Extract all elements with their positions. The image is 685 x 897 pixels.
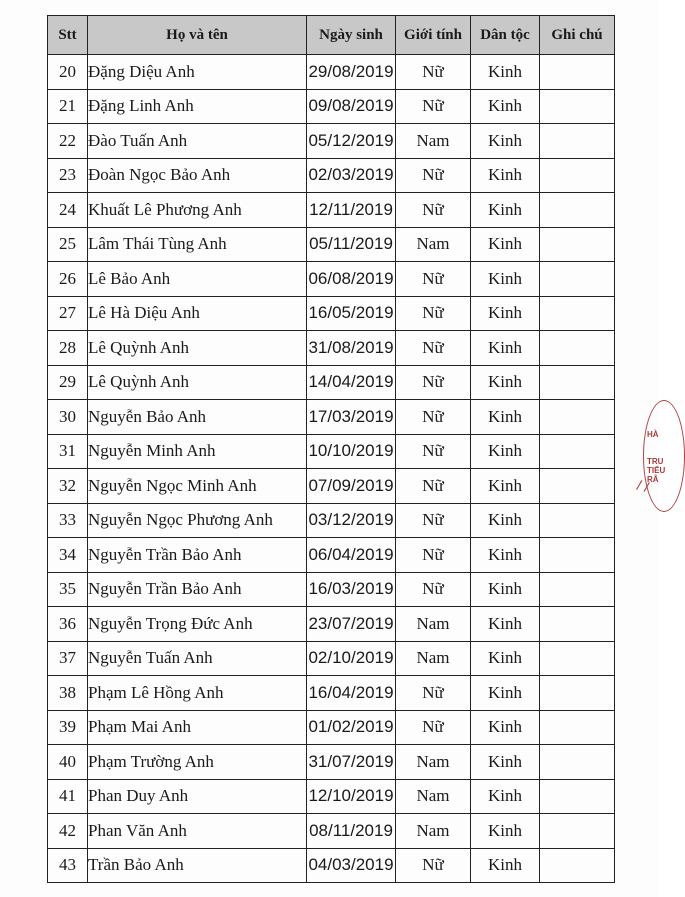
cell-note bbox=[540, 848, 615, 883]
cell-name: Phan Văn Anh bbox=[88, 814, 307, 849]
cell-gender: Nữ bbox=[396, 676, 471, 711]
cell-gender: Nữ bbox=[396, 55, 471, 90]
cell-stt: 31 bbox=[48, 434, 88, 469]
cell-ethnicity: Kinh bbox=[471, 331, 540, 366]
cell-gender: Nữ bbox=[396, 89, 471, 124]
cell-stt: 36 bbox=[48, 607, 88, 642]
cell-gender: Nữ bbox=[396, 296, 471, 331]
table-row bbox=[48, 89, 615, 124]
cell-stt: 39 bbox=[48, 710, 88, 745]
cell-gender: Nữ bbox=[396, 710, 471, 745]
student-roster-table bbox=[47, 15, 615, 883]
cell-ethnicity: Kinh bbox=[471, 572, 540, 607]
cell-gender: Nam bbox=[396, 124, 471, 159]
cell-note bbox=[540, 124, 615, 159]
cell-ethnicity: Kinh bbox=[471, 469, 540, 504]
cell-gender: Nữ bbox=[396, 193, 471, 228]
header-dob: Ngày sinh bbox=[307, 16, 396, 55]
cell-gender: Nam bbox=[396, 227, 471, 262]
cell-dob: 16/04/2019 bbox=[307, 676, 396, 711]
official-stamp bbox=[633, 400, 666, 510]
cell-note bbox=[540, 814, 615, 849]
table-row bbox=[48, 503, 615, 538]
table-row bbox=[48, 676, 615, 711]
cell-name: Phạm Mai Anh bbox=[88, 710, 307, 745]
cell-ethnicity: Kinh bbox=[471, 779, 540, 814]
cell-name: Lê Bảo Anh bbox=[88, 262, 307, 297]
table-row bbox=[48, 607, 615, 642]
cell-stt: 23 bbox=[48, 158, 88, 193]
cell-gender: Nam bbox=[396, 607, 471, 642]
cell-stt: 27 bbox=[48, 296, 88, 331]
cell-name: Nguyễn Minh Anh bbox=[88, 434, 307, 469]
cell-ethnicity: Kinh bbox=[471, 848, 540, 883]
cell-dob: 29/08/2019 bbox=[307, 55, 396, 90]
table-row bbox=[48, 641, 615, 676]
cell-note bbox=[540, 469, 615, 504]
table-row bbox=[48, 124, 615, 159]
table-row bbox=[48, 779, 615, 814]
cell-dob: 06/08/2019 bbox=[307, 262, 396, 297]
cell-note bbox=[540, 296, 615, 331]
cell-ethnicity: Kinh bbox=[471, 434, 540, 469]
header-stt: Stt bbox=[48, 16, 88, 55]
cell-gender: Nam bbox=[396, 745, 471, 780]
cell-dob: 06/04/2019 bbox=[307, 538, 396, 573]
cell-dob: 31/08/2019 bbox=[307, 331, 396, 366]
cell-name: Đào Tuấn Anh bbox=[88, 124, 307, 159]
cell-name: Lê Quỳnh Anh bbox=[88, 365, 307, 400]
cell-gender: Nam bbox=[396, 814, 471, 849]
cell-gender: Nữ bbox=[396, 572, 471, 607]
cell-ethnicity: Kinh bbox=[471, 227, 540, 262]
cell-gender: Nữ bbox=[396, 434, 471, 469]
cell-dob: 05/11/2019 bbox=[307, 227, 396, 262]
table-row bbox=[48, 331, 615, 366]
cell-name: Đoàn Ngọc Bảo Anh bbox=[88, 158, 307, 193]
cell-ethnicity: Kinh bbox=[471, 158, 540, 193]
cell-ethnicity: Kinh bbox=[471, 262, 540, 297]
cell-name: Khuất Lê Phương Anh bbox=[88, 193, 307, 228]
cell-ethnicity: Kinh bbox=[471, 676, 540, 711]
cell-name: Phạm Lê Hồng Anh bbox=[88, 676, 307, 711]
cell-dob: 02/03/2019 bbox=[307, 158, 396, 193]
cell-name: Phan Duy Anh bbox=[88, 779, 307, 814]
cell-note bbox=[540, 262, 615, 297]
cell-stt: 35 bbox=[48, 572, 88, 607]
cell-ethnicity: Kinh bbox=[471, 193, 540, 228]
table-row bbox=[48, 848, 615, 883]
cell-dob: 03/12/2019 bbox=[307, 503, 396, 538]
cell-note bbox=[540, 365, 615, 400]
table-row bbox=[48, 296, 615, 331]
cell-stt: 25 bbox=[48, 227, 88, 262]
table-row bbox=[48, 434, 615, 469]
cell-gender: Nữ bbox=[396, 848, 471, 883]
cell-gender: Nam bbox=[396, 641, 471, 676]
cell-dob: 05/12/2019 bbox=[307, 124, 396, 159]
cell-stt: 28 bbox=[48, 331, 88, 366]
cell-stt: 24 bbox=[48, 193, 88, 228]
cell-gender: Nữ bbox=[396, 158, 471, 193]
cell-name: Nguyễn Trần Bảo Anh bbox=[88, 572, 307, 607]
cell-stt: 26 bbox=[48, 262, 88, 297]
cell-dob: 16/05/2019 bbox=[307, 296, 396, 331]
cell-name: Lê Quỳnh Anh bbox=[88, 331, 307, 366]
cell-stt: 22 bbox=[48, 124, 88, 159]
cell-note bbox=[540, 676, 615, 711]
cell-note bbox=[540, 227, 615, 262]
cell-name: Trần Bảo Anh bbox=[88, 848, 307, 883]
table-row bbox=[48, 538, 615, 573]
cell-dob: 31/07/2019 bbox=[307, 745, 396, 780]
cell-ethnicity: Kinh bbox=[471, 538, 540, 573]
table-row bbox=[48, 55, 615, 90]
cell-dob: 04/03/2019 bbox=[307, 848, 396, 883]
cell-gender: Nữ bbox=[396, 331, 471, 366]
cell-name: Nguyễn Ngọc Minh Anh bbox=[88, 469, 307, 504]
cell-stt: 21 bbox=[48, 89, 88, 124]
cell-stt: 34 bbox=[48, 538, 88, 573]
table-row bbox=[48, 365, 615, 400]
cell-dob: 12/10/2019 bbox=[307, 779, 396, 814]
cell-stt: 40 bbox=[48, 745, 88, 780]
cell-stt: 38 bbox=[48, 676, 88, 711]
cell-name: Lâm Thái Tùng Anh bbox=[88, 227, 307, 262]
cell-gender: Nữ bbox=[396, 503, 471, 538]
cell-gender: Nữ bbox=[396, 365, 471, 400]
table-row bbox=[48, 745, 615, 780]
cell-dob: 12/11/2019 bbox=[307, 193, 396, 228]
cell-ethnicity: Kinh bbox=[471, 607, 540, 642]
cell-note bbox=[540, 779, 615, 814]
cell-gender: Nữ bbox=[396, 469, 471, 504]
cell-note bbox=[540, 745, 615, 780]
table-header-row bbox=[48, 16, 615, 55]
cell-ethnicity: Kinh bbox=[471, 745, 540, 780]
cell-ethnicity: Kinh bbox=[471, 124, 540, 159]
cell-ethnicity: Kinh bbox=[471, 814, 540, 849]
cell-dob: 02/10/2019 bbox=[307, 641, 396, 676]
cell-dob: 14/04/2019 bbox=[307, 365, 396, 400]
table-row bbox=[48, 227, 615, 262]
cell-name: Lê Hà Diệu Anh bbox=[88, 296, 307, 331]
cell-note bbox=[540, 641, 615, 676]
cell-ethnicity: Kinh bbox=[471, 89, 540, 124]
cell-ethnicity: Kinh bbox=[471, 296, 540, 331]
stamp-text: HÀ TRU TIỂU RÂ bbox=[647, 430, 666, 484]
header-gender: Giới tính bbox=[396, 16, 471, 55]
cell-dob: 17/03/2019 bbox=[307, 400, 396, 435]
header-ethnicity: Dân tộc bbox=[471, 16, 540, 55]
cell-name: Nguyễn Tuấn Anh bbox=[88, 641, 307, 676]
cell-stt: 41 bbox=[48, 779, 88, 814]
cell-note bbox=[540, 158, 615, 193]
cell-ethnicity: Kinh bbox=[471, 365, 540, 400]
cell-gender: Nữ bbox=[396, 262, 471, 297]
cell-ethnicity: Kinh bbox=[471, 400, 540, 435]
cell-name: Đặng Diệu Anh bbox=[88, 55, 307, 90]
cell-stt: 37 bbox=[48, 641, 88, 676]
cell-note bbox=[540, 607, 615, 642]
cell-name: Nguyễn Ngọc Phương Anh bbox=[88, 503, 307, 538]
table-body bbox=[48, 55, 615, 883]
table-row bbox=[48, 400, 615, 435]
header-note: Ghi chú bbox=[540, 16, 615, 55]
cell-note bbox=[540, 55, 615, 90]
cell-note bbox=[540, 193, 615, 228]
cell-stt: 33 bbox=[48, 503, 88, 538]
cell-dob: 09/08/2019 bbox=[307, 89, 396, 124]
cell-dob: 16/03/2019 bbox=[307, 572, 396, 607]
cell-note bbox=[540, 572, 615, 607]
cell-gender: Nữ bbox=[396, 400, 471, 435]
table-row bbox=[48, 710, 615, 745]
cell-note bbox=[540, 89, 615, 124]
cell-stt: 29 bbox=[48, 365, 88, 400]
cell-note bbox=[540, 331, 615, 366]
cell-name: Nguyễn Trần Bảo Anh bbox=[88, 538, 307, 573]
cell-dob: 07/09/2019 bbox=[307, 469, 396, 504]
table-row bbox=[48, 814, 615, 849]
table-row bbox=[48, 262, 615, 297]
cell-gender: Nữ bbox=[396, 538, 471, 573]
cell-stt: 30 bbox=[48, 400, 88, 435]
cell-dob: 01/02/2019 bbox=[307, 710, 396, 745]
header-name: Họ và tên bbox=[88, 16, 307, 55]
cell-note bbox=[540, 538, 615, 573]
cell-ethnicity: Kinh bbox=[471, 710, 540, 745]
cell-note bbox=[540, 710, 615, 745]
cell-gender: Nam bbox=[396, 779, 471, 814]
table-row bbox=[48, 193, 615, 228]
cell-dob: 23/07/2019 bbox=[307, 607, 396, 642]
cell-stt: 20 bbox=[48, 55, 88, 90]
table-row bbox=[48, 572, 615, 607]
cell-note bbox=[540, 400, 615, 435]
cell-name: Phạm Trường Anh bbox=[88, 745, 307, 780]
cell-stt: 42 bbox=[48, 814, 88, 849]
cell-note bbox=[540, 434, 615, 469]
table-row bbox=[48, 158, 615, 193]
cell-name: Nguyễn Bảo Anh bbox=[88, 400, 307, 435]
cell-dob: 08/11/2019 bbox=[307, 814, 396, 849]
cell-dob: 10/10/2019 bbox=[307, 434, 396, 469]
cell-ethnicity: Kinh bbox=[471, 503, 540, 538]
cell-ethnicity: Kinh bbox=[471, 55, 540, 90]
cell-name: Đặng Linh Anh bbox=[88, 89, 307, 124]
signature-marks: / / bbox=[635, 476, 651, 496]
table-row bbox=[48, 469, 615, 504]
cell-note bbox=[540, 503, 615, 538]
cell-ethnicity: Kinh bbox=[471, 641, 540, 676]
cell-stt: 43 bbox=[48, 848, 88, 883]
cell-name: Nguyễn Trọng Đức Anh bbox=[88, 607, 307, 642]
cell-stt: 32 bbox=[48, 469, 88, 504]
